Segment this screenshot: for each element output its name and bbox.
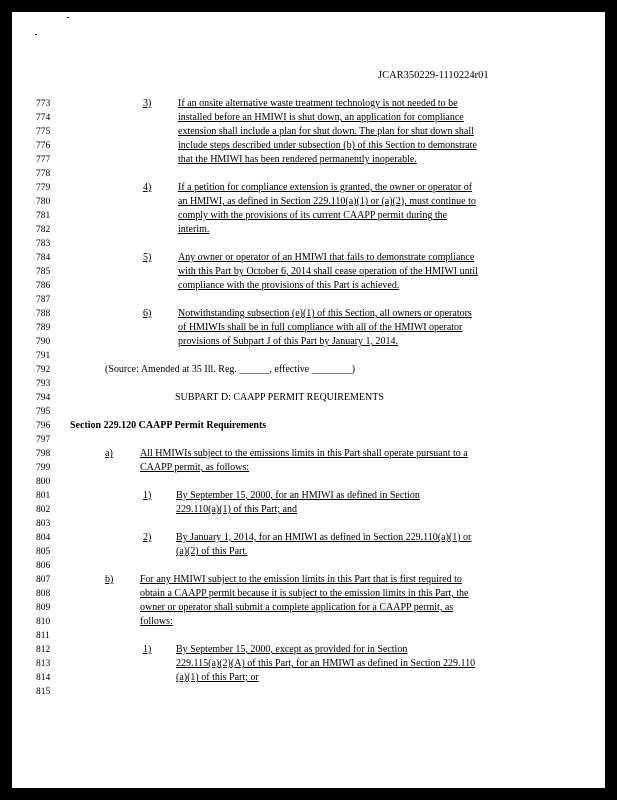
line-number: 800 [36,477,51,487]
item-3-line: include steps described under subsection (b) of this Section to demonstrate [178,140,477,151]
line-number: 793 [36,379,51,389]
item-5-line: with this Part by October 6, 2014 shall cease operation of the HMIWI until [178,266,478,277]
line-number: 795 [36,407,51,417]
line-number: 809 [36,603,51,613]
subsection-a-line: All HMIWIs subject to the emissions limits in this Part shall operate pursuant to a [140,448,468,459]
line-number: 794 [36,393,51,403]
item-label-6: 6) [143,308,152,319]
line-number: 786 [36,281,51,291]
line-number: 799 [36,463,51,473]
line-number: 775 [36,127,51,137]
scan-speck [35,34,37,35]
document-id: JCAR350229-1110224r01 [378,70,489,81]
line-number: 796 [36,421,51,431]
item-6-line: provisions of Subpart J of this Part by January 1, 2014. [178,336,398,347]
line-number: 788 [36,309,51,319]
subsection-a-item-line: (a)(2) of this Part. [176,546,248,557]
line-number: 776 [36,141,51,151]
line-number: 797 [36,435,51,445]
line-number: 783 [36,239,51,249]
line-number: 812 [36,645,51,655]
item-label-3: 3) [143,98,152,109]
subsection-b-line: owner or operator shall submit a complete application for a CAAPP permit, as [140,602,454,613]
line-number: 785 [36,267,51,277]
line-number: 790 [36,337,51,347]
line-number: 789 [36,323,51,333]
subsection-label-b: b) [105,574,114,585]
item-4-line: If a petition for compliance extension is granted, the owner or operator of [178,182,473,193]
line-number: 814 [36,673,51,683]
subpart-heading: SUBPART D: CAAPP PERMIT REQUIREMENTS [175,392,384,403]
subsection-b-line: follows: [140,616,173,627]
item-3-line: extension shall include a plan for shut down. The plan for shut down shall [178,126,474,137]
line-number: 774 [36,113,51,123]
line-number: 810 [36,617,51,627]
item-label-5: 5) [143,252,152,263]
item-3-line: If an onsite alternative waste treatment technology is not needed to be [178,98,458,109]
subsection-a-item-label: 2) [143,532,152,543]
item-5-line: compliance with the provisions of this Part is achieved. [178,280,400,291]
line-number: 773 [36,99,51,109]
line-number: 781 [36,211,51,221]
line-number: 798 [36,449,51,459]
line-number: 787 [36,295,51,305]
line-number: 802 [36,505,51,515]
line-number: 813 [36,659,51,669]
item-5-line: Any owner or operator of an HMIWI that fails to demonstrate compliance [178,252,475,263]
line-number: 791 [36,351,51,361]
subsection-b-item-label: 1) [143,644,152,655]
subsection-b-item-line: 229.115(a)(2)(A) of this Part, for an HMIWI as defined in Section 229.110 [176,658,476,669]
line-number: 801 [36,491,51,501]
item-6-line: of HMIWIs shall be in full compliance with all of the HMIWI operator [178,322,463,333]
line-number: 777 [36,155,51,165]
subsection-a-item-line: By January 1, 2014, for an HMIWI as defined in Section 229.110(a)(1) or [176,532,472,543]
line-number: 778 [36,169,51,179]
source-note: (Source: Amended at 35 Ill. Reg. ______, effective ________) [105,364,356,375]
line-number: 782 [36,225,51,235]
line-number: 803 [36,519,51,529]
section-heading: Section 229.120 CAAPP Permit Requirements [70,420,267,431]
line-number: 804 [36,533,51,543]
subsection-a-item-line: 229.110(a)(1) of this Part; and [176,504,297,515]
subsection-b-item-line: (a)(1) of this Part; or [176,672,259,683]
item-4-line: comply with the provisions of its current CAAPP permit during the [178,210,448,221]
subsection-label-a: a) [105,448,113,459]
line-number: 807 [36,575,51,585]
line-number: 815 [36,687,51,697]
subsection-a-item-line: By September 15, 2000, for an HMIWI as defined in Section [176,490,420,501]
item-label-4: 4) [143,182,152,193]
subsection-b-line: obtain a CAAPP permit because it is subject to the emission limits in this Part, the [140,588,469,599]
item-4-line: interim. [178,224,210,235]
item-4-line: an HMIWI, as defined in Section 229.110(a)(1) or (a)(2), must continue to [178,196,476,207]
subsection-b-line: For any HMIWI subject to the emission limits in this Part that is first required to [140,574,462,585]
line-number: 808 [36,589,51,599]
line-number: 805 [36,547,51,557]
item-3-line: installed before an HMIWI is shut down, an application for compliance [178,112,464,123]
item-6-line: Notwithstanding subsection (e)(1) of this Section, all owners or operators [178,308,472,319]
scan-speck [67,17,69,18]
item-3-line: that the HMIWI has been rendered permanently inoperable. [178,154,417,165]
line-number: 806 [36,561,51,571]
line-number: 780 [36,197,51,207]
subsection-a-line: CAAPP permit, as follows: [140,462,250,473]
line-number: 792 [36,365,51,375]
subsection-b-item-line: By September 15, 2000, except as provided for in Section [176,644,408,655]
subsection-a-item-label: 1) [143,490,152,501]
line-number: 811 [36,631,50,641]
line-number: 784 [36,253,51,263]
document-page [12,12,605,788]
line-number: 779 [36,183,51,193]
